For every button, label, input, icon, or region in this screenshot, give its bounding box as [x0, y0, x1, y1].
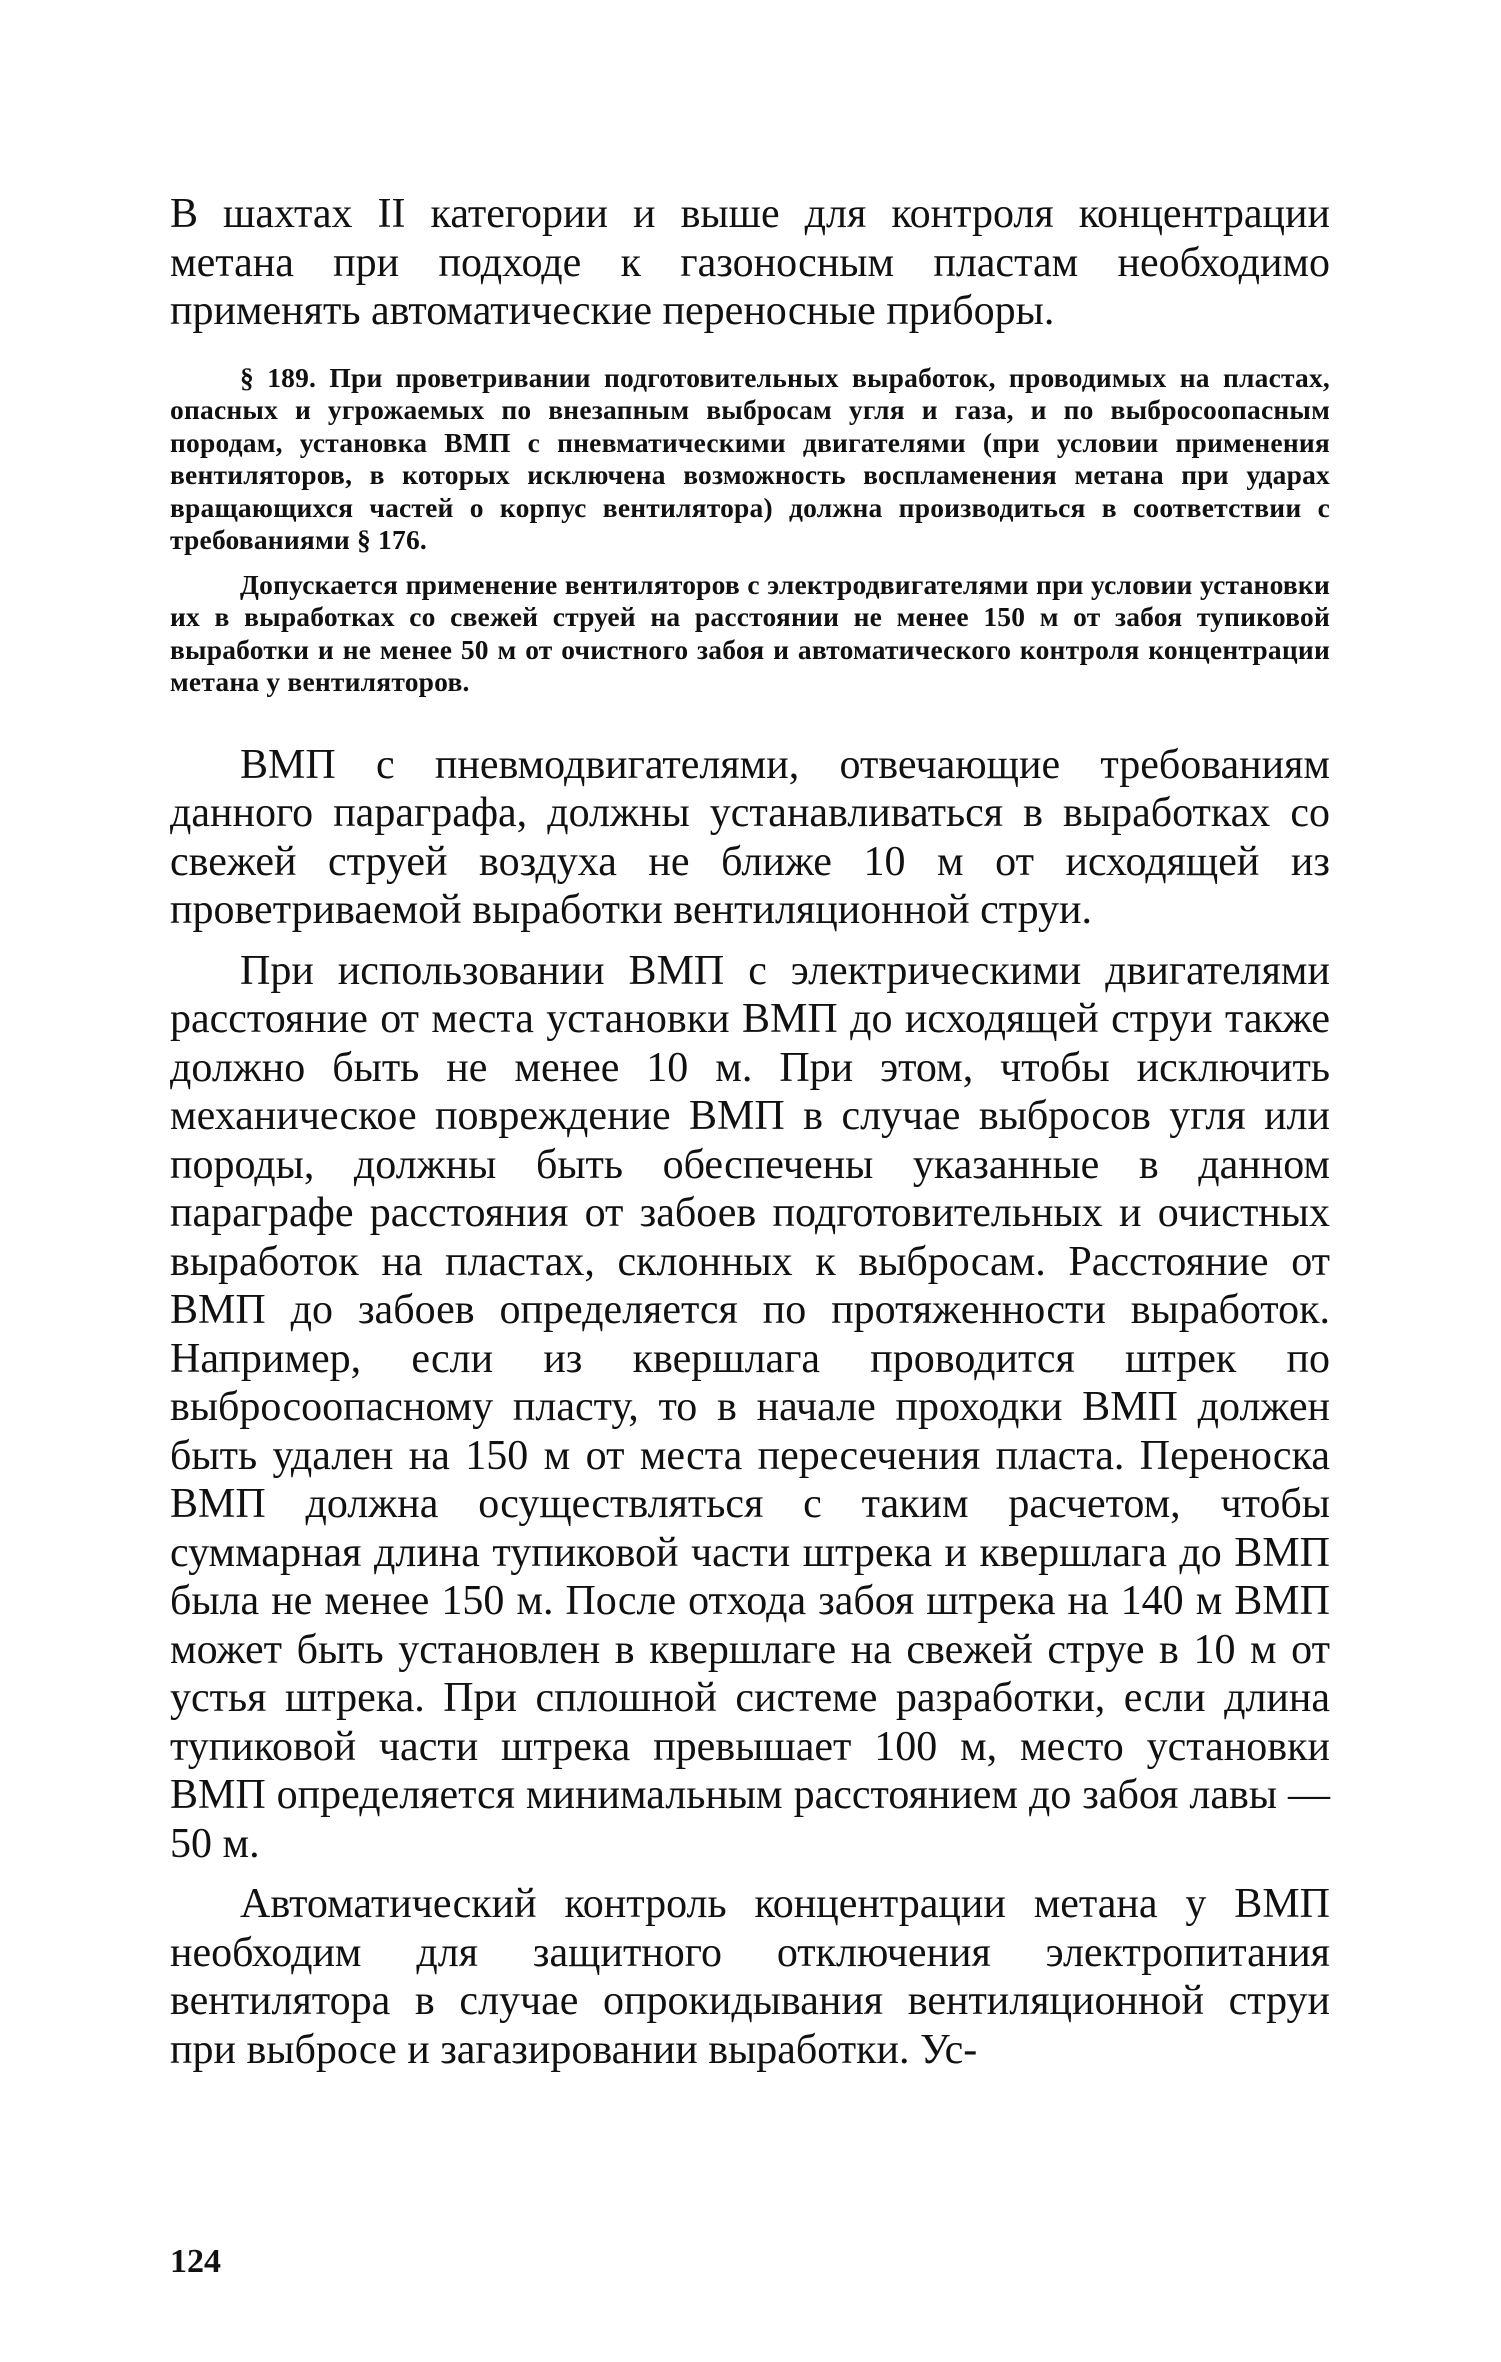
- paragraph-electric-fans-allowed: Допускается применение вентиляторов с электродвигателями при условии установки их в выработках со свежей струей на расстоянии не менее 150 м от забоя тупиковой выработки и не менее 50 м от очистного забоя и автоматического контроля концентрации метана у вентиляторов.: [170, 568, 1330, 697]
- page-body: [170, 190, 1330, 2074]
- paragraph-automatic-control: Автоматический контроль концентрации метана у ВМП необходим для защитного отключения электропитания вентилятора в случае опрокидывания вентиляционной струи при выбросе и загазировании выработки. Ус-: [170, 1881, 1330, 2073]
- paragraph-electric-vmp-distance: При использовании ВМП с электрическими двигателями расстояние от места установки ВМП до исходящей струи также должно быть не менее 10 м. При этом, чтобы исключить механическое повреждение ВМП в случае выбросов угля или породы, должны быть обеспечены указанные в данном параграфе расстояния от забоев подготовительных и очистных выработок на пластах, склонных к выбросам. Расстояние от ВМП до забоев определяется по протяженности выработок. Например, если из квершлага проводится штрек по выбросоопасному пласту, то в начале проходки ВМП должен быть удален на 150 м от места пересечения пласта. Переноска ВМП должна осуществляться с таким расчетом, чтобы суммарная длина тупиковой части штрека и квершлага до ВМП была не менее 150 м. После отхода забоя штрека на 140 м ВМП может быть установлен в квершлаге на свежей струе в 10 м от устья штрека. При сплошной системе разработки, если длина тупиковой части штрека превышает 100 м, место установки ВМП определяется минимальным расстоянием до забоя лавы —50 м.: [170, 947, 1330, 1867]
- page-number: 124: [170, 2243, 221, 2280]
- paragraph-methane-control-devices: В шахтах II категории и выше для контроля концентрации метана при подходе к газоносным пластам необходимо применять автоматические переносные приборы.: [170, 191, 1330, 334]
- paragraph-pneumatic-vmp: ВМП с пневмодвигателями, отвечающие требованиям данного параграфа, должны устанавливаться в выработках со свежей струей воздуха не ближе 10 м от исходящей из проветриваемой выработки вентиляционной струи.: [170, 741, 1330, 933]
- paragraph-section-189: § 189. При проветривании подготовительных выработок, проводимых на пластах, опасных и угрожаемых по внезапным выбросам угля и газа, и по выбросоопасным породам, установка ВМП с пневматическими двигателями (при условии применения вентиляторов, в которых исключена возможность воспламенения метана при ударах вращающихся частей о корпус вентилятора) должна производиться в соответствии с требованиями § 176.: [170, 361, 1330, 555]
